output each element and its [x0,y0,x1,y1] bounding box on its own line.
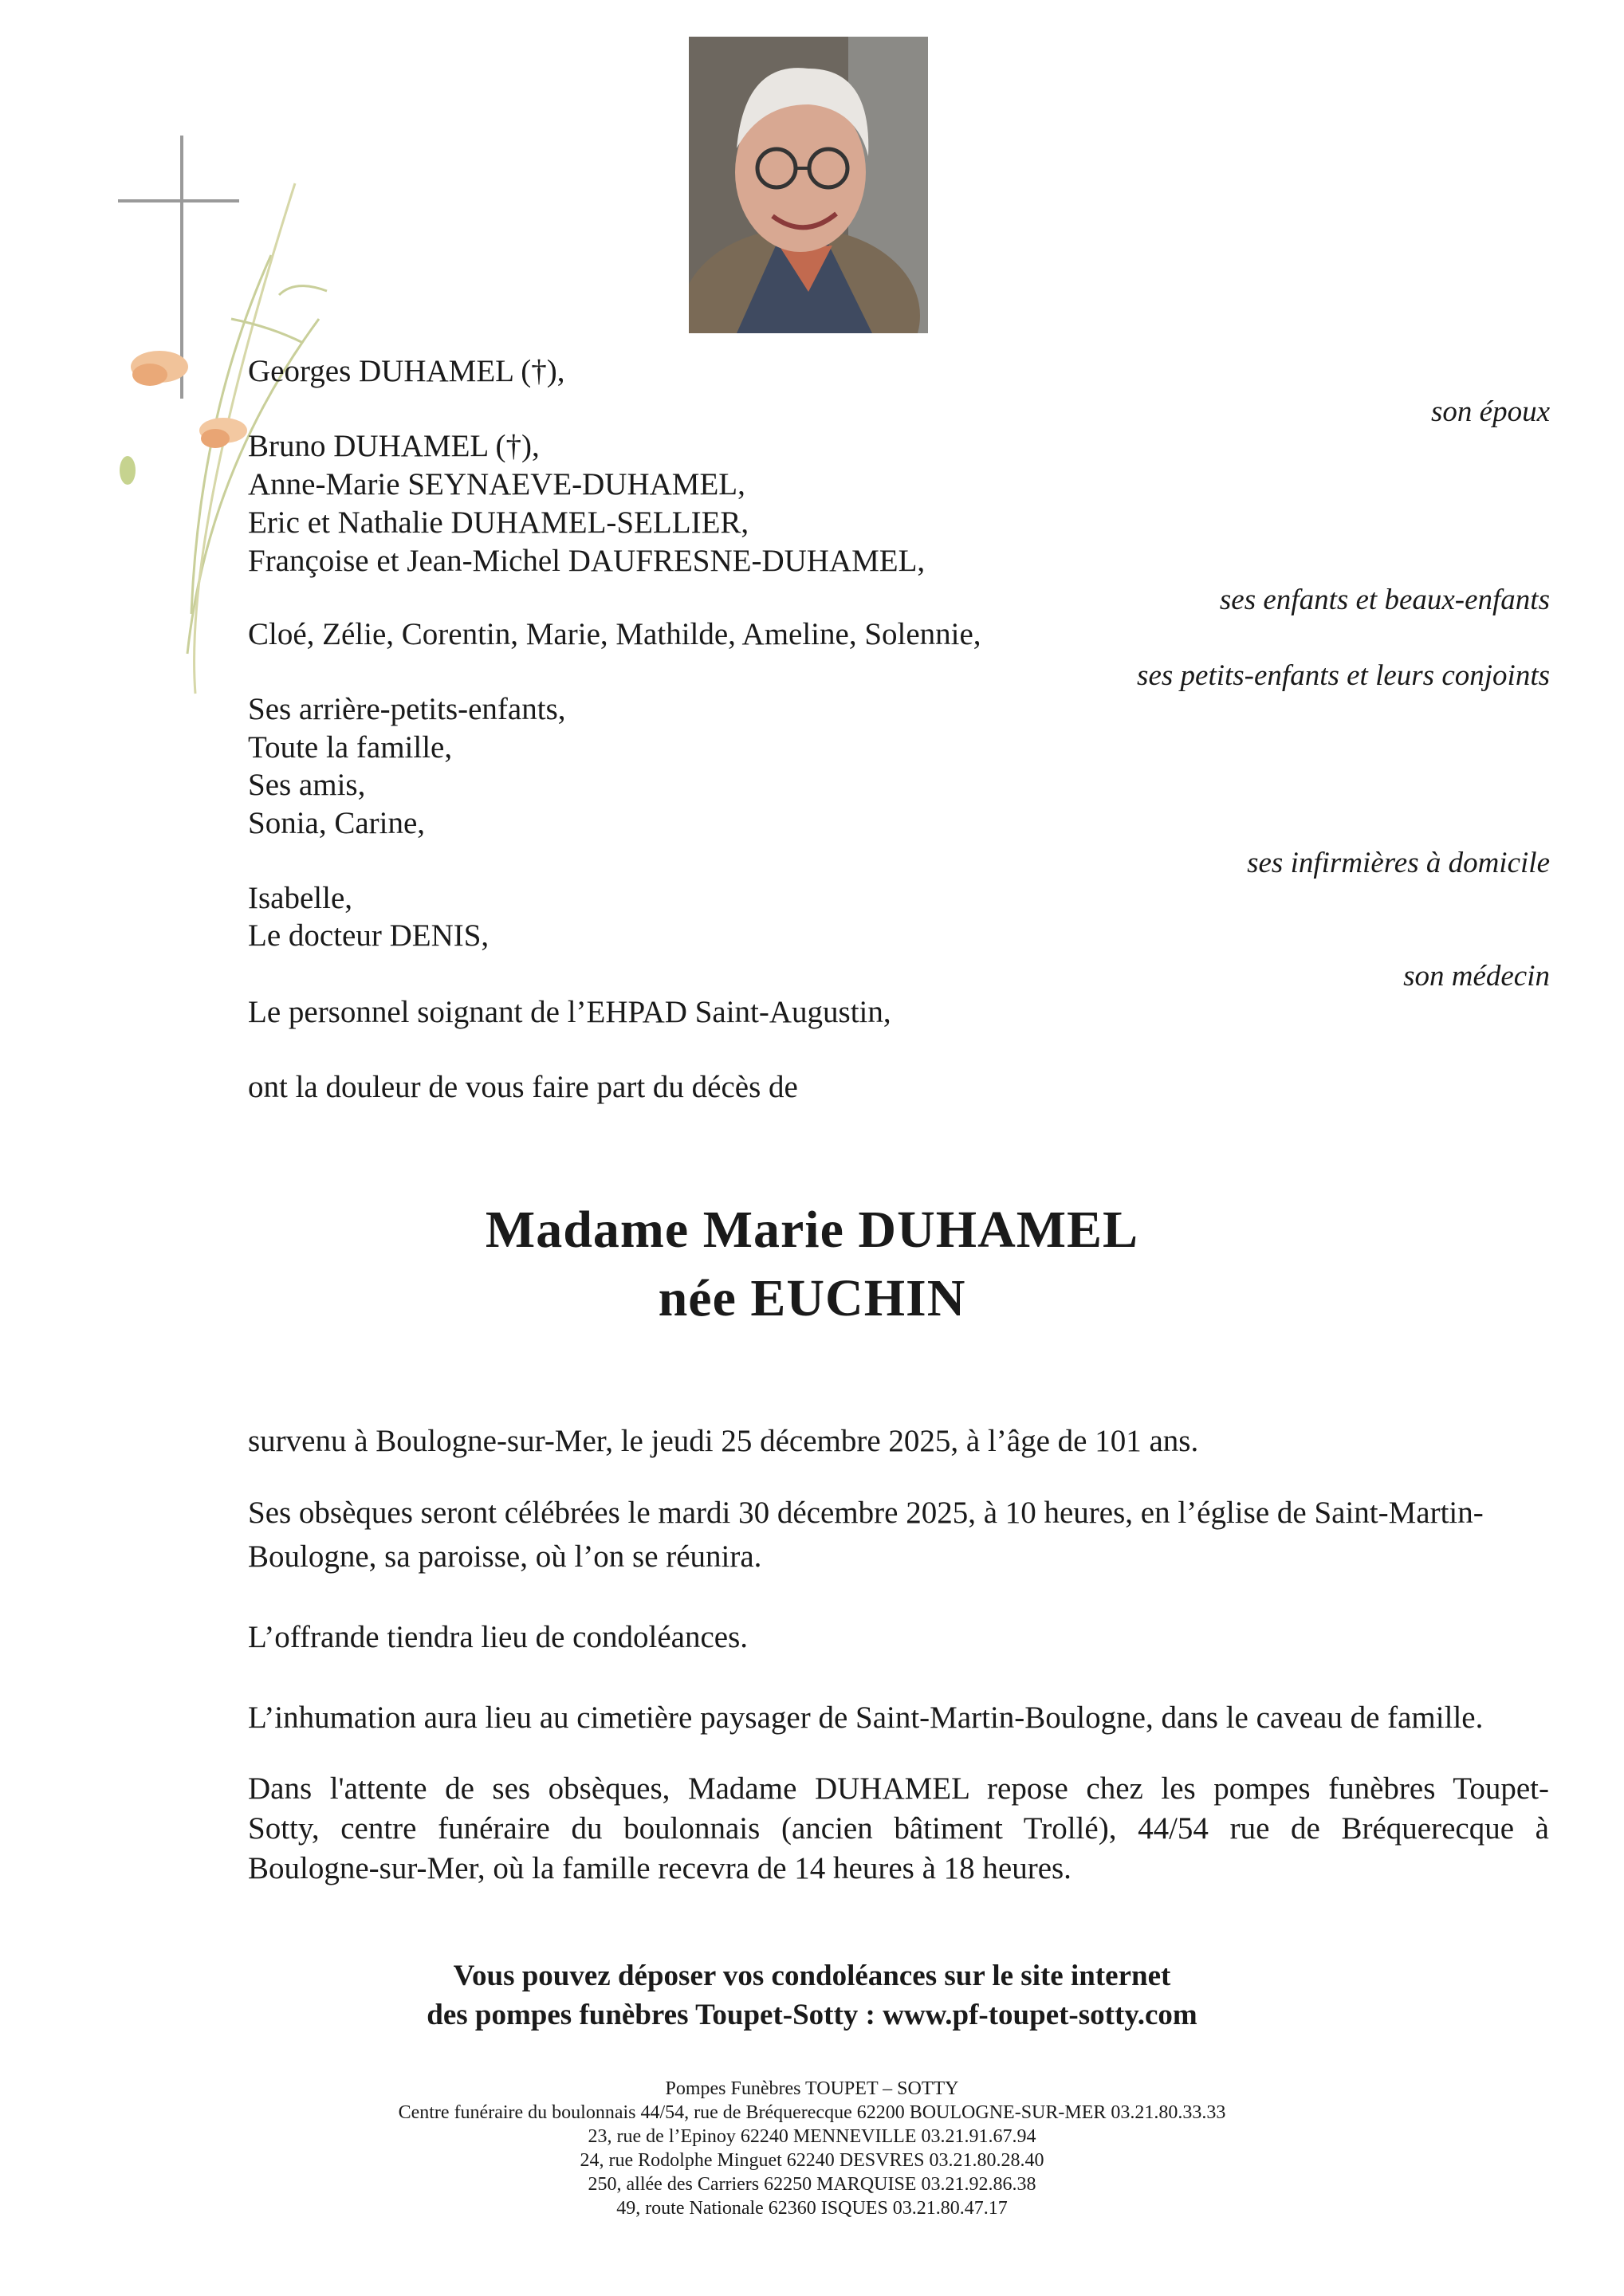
burial-paragraph: L’inhumation aura lieu au cimetière paysager de Saint-Martin-Boulogne, dans le caveau de famille. [248,1700,1484,1735]
family-line-anne-marie: Anne-Marie SEYNAEVE-DUHAMEL, [248,467,745,501]
condolences-line-2: des pompes funèbres Toupet-Sotty : www.pf-toupet-sotty.com [427,1999,1197,2031]
funeral-line-1: Ses obsèques seront célébrées le mardi 30 décembre 2025, à 10 heures, en l’église de Saint-Martin- [248,1496,1484,1530]
footer-address-isques: 49, route Nationale 62360 ISQUES 03.21.80.47.17 [616,2198,1008,2219]
announcement-intro: ont la douleur de vous faire part du décès de [248,1070,798,1104]
deceased-name: Madame Marie DUHAMEL [485,1201,1139,1259]
family-line-bruno: Bruno DUHAMEL (†), [248,429,540,463]
family-line-ehpad-staff: Le personnel soignant de l’EHPAD Saint-Augustin, [248,995,891,1029]
family-line-francoise: Françoise et Jean-Michel DAUFRESNE-DUHAMEL, [248,544,926,578]
relation-petits-enfants: ses petits-enfants et leurs conjoints [1137,659,1550,692]
family-line-great-grandchildren: Ses arrière-petits-enfants, [248,692,566,726]
relation-enfants: ses enfants et beaux-enfants [1219,584,1550,616]
deceased-maiden-name: née EUCHIN [658,1269,966,1327]
offering-paragraph: L’offrande tiendra lieu de condoléances. [248,1620,748,1654]
family-line-whole-family: Toute la famille, [248,730,453,765]
portrait-illustration [689,37,928,333]
family-line-friends: Ses amis, [248,768,366,802]
relation-infirmieres: ses infirmières à domicile [1247,847,1550,879]
family-line-georges: Georges DUHAMEL (†), [248,354,565,388]
family-line-isabelle: Isabelle, [248,881,353,915]
family-line-doctor: Le docteur DENIS, [248,918,490,953]
relation-medecin: son médecin [1403,960,1550,993]
rest-line-3: Boulogne-sur-Mer, où la famille recevra de 14 heures à 18 heures. [248,1851,1072,1885]
footer-address-desvres: 24, rue Rodolphe Minguet 62240 DESVRES 03.21.80.28.40 [580,2150,1044,2171]
condolences-line-1: Vous pouvez déposer vos condoléances sur le site internet [453,1960,1171,1992]
funeral-line-2: Boulogne, sa paroisse, où l’on se réunira. [248,1539,762,1574]
family-line-sonia-carine: Sonia, Carine, [248,806,426,840]
rest-paragraph [248,1769,1549,1889]
footer-company: Pompes Funèbres TOUPET – SOTTY [665,2078,959,2099]
footer-address-boulogne: Centre funéraire du boulonnais 44/54, rue de Bréquerecque 62200 BOULOGNE-SUR-MER 03.21.80.33.33 [398,2102,1226,2123]
portrait-photo [689,37,928,333]
family-line-grandchildren: Cloé, Zélie, Corentin, Marie, Mathilde, Ameline, Solennie, [248,617,981,651]
rest-line-1: Dans l'attente de ses obsèques, Madame DUHAMEL repose chez les pompes funèbres Toupet- [248,1771,1549,1806]
family-line-eric: Eric et Nathalie DUHAMEL-SELLIER, [248,505,749,540]
funeral-home-footer [0,2077,1624,2220]
death-paragraph: survenu à Boulogne-sur-Mer, le jeudi 25 décembre 2025, à l’âge de 101 ans. [248,1424,1199,1458]
footer-address-menneville: 23, rue de l’Epinoy 62240 MENNEVILLE 03.21.91.67.94 [588,2126,1036,2147]
footer-address-marquise: 250, allée des Carriers 62250 MARQUISE 03.21.92.86.38 [588,2174,1036,2195]
relation-epoux: son époux [1431,395,1550,428]
rest-line-2: Sotty, centre funéraire du boulonnais (ancien bâtiment Trollé), 44/54 rue de Bréquerecque à [248,1811,1549,1846]
funeral-paragraph [248,1491,1549,1578]
